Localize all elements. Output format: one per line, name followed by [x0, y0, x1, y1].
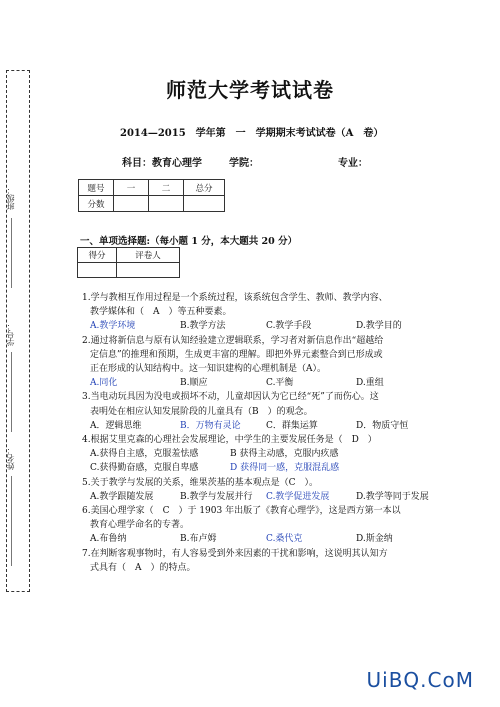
grader-header-cell: 评卷人	[117, 248, 180, 263]
option-row	[82, 447, 442, 461]
exam-title: 师范大学考试试卷	[166, 78, 334, 102]
answer-option: D 获得同一感，克服混乱感	[230, 463, 340, 474]
answer-option: A.获得自主感，克服羞怯感	[90, 449, 199, 460]
score-header-cell: 一	[114, 180, 149, 196]
answer-option: C.教学促进发展	[266, 491, 330, 502]
answer-option: C.平衡	[266, 378, 294, 389]
question-text-line: 6.美国心理学家（ C ）于 1903 年出版了《教育心理学》，这是西方第一本以	[82, 506, 401, 517]
question-text-line: 教育心理学命名的专著。	[90, 520, 190, 531]
answer-option: A.教学跟随发展	[90, 491, 154, 502]
major-label: 专业：	[337, 158, 368, 169]
answer-option: D.斯金纳	[356, 534, 393, 545]
answer-option: D.重组	[356, 378, 384, 389]
score-table-score-row	[79, 196, 225, 212]
question-text-line: 正在形成的认知结构中。这一知识建构的心理机制是（A）。	[90, 364, 327, 375]
strip-class-label: 班级：	[6, 186, 15, 210]
question-item	[82, 390, 442, 433]
answer-option: B 获得主动感，克服内疚感	[230, 449, 339, 460]
grader-header-row	[78, 248, 180, 263]
grader-name-cell[interactable]	[117, 263, 180, 278]
option-row	[82, 532, 442, 546]
answer-option: A.布鲁纳	[90, 534, 127, 545]
score-header-cell: 题号	[79, 180, 114, 196]
answer-option: C.教学手段	[266, 321, 312, 332]
score-cell[interactable]	[114, 196, 149, 212]
question-text-line: 教学媒体和（ A ）等五种要素。	[90, 307, 232, 318]
score-table-header-row	[79, 180, 225, 196]
question-text-line: 式具有（ A ）的特点。	[90, 562, 196, 573]
answer-option: C.桑代克	[266, 534, 303, 545]
grader-table	[77, 247, 180, 278]
score-table	[78, 179, 225, 212]
score-cell[interactable]	[149, 196, 184, 212]
exam-subtitle: 2014—2015 学年第 一 学期期末考试试卷（A 卷）	[120, 128, 384, 139]
answer-option: A.同化	[90, 378, 118, 389]
strip-name-label: 姓名：	[6, 446, 15, 470]
score-cell[interactable]	[184, 196, 225, 212]
question-list	[82, 291, 442, 575]
question-text-line: 定信息”的推理和预期，生成更丰富的理解。即把外界元素整合到已形成或	[90, 349, 383, 360]
option-row	[82, 419, 442, 433]
answer-option: B.教学方法	[180, 321, 226, 332]
answer-option: D.教学目的	[356, 321, 402, 332]
option-row	[82, 490, 442, 504]
option-row	[82, 376, 442, 390]
answer-option: C.获得勤奋感，克服自卑感	[90, 463, 199, 474]
option-row	[82, 461, 442, 475]
question-text-line: 3.当电动玩具因为没电或损坏不动，儿童却因认为它已经“死”了而伤心。这	[82, 392, 379, 403]
question-item	[82, 433, 442, 476]
answer-option: B．万物有灵论	[180, 420, 241, 431]
answer-option: B.顺应	[180, 378, 208, 389]
question-item	[82, 547, 442, 575]
grader-entry-row	[78, 263, 180, 278]
question-text-line: 1.学与教相互作用过程是一个系统过程，该系统包含学生、教师、教学内容、	[82, 293, 388, 303]
strip-name-line	[11, 476, 13, 566]
question-text-line: 7.在判断客观事物时，有人容易受到外来因素的干扰和影响，这说明其认知方	[82, 548, 388, 559]
subject-label: 科目：教育心理学	[122, 158, 202, 169]
question-item	[82, 504, 442, 547]
watermark-logo: UiBQ.CoM	[366, 668, 474, 692]
answer-option: B.教学与发展并行	[180, 491, 253, 502]
question-item	[82, 334, 442, 391]
answer-option: A.教学环境	[90, 321, 136, 332]
question-text-line: 表明处在相应认知发展阶段的儿童具有（B ）的观念。	[90, 406, 313, 417]
answer-option: D.教学等同于发展	[356, 491, 429, 502]
college-label: 学院：	[228, 158, 259, 169]
score-header-cell: 总分	[184, 180, 225, 196]
score-header-cell: 二	[149, 180, 184, 196]
strip-id-line	[11, 352, 13, 432]
answer-option: D．物质守恒	[356, 420, 409, 431]
question-text-line: 2.通过将新信息与原有认知经验建立逻辑联系，学习者对新信息作出“超越给	[82, 335, 384, 346]
answer-option: A．逻辑思维	[90, 420, 142, 431]
question-item	[82, 476, 442, 504]
question-item	[82, 291, 442, 334]
strip-id-label: 学号：	[6, 322, 15, 346]
strip-class-line	[11, 218, 13, 288]
score-row-label: 分数	[79, 196, 114, 212]
grader-score-cell[interactable]	[78, 263, 117, 278]
question-text-line: 4.根据艾里克森的心理社会发展理论，中学生的主要发展任务是（ D ）	[82, 435, 377, 446]
option-row	[82, 319, 442, 333]
question-text-line: 5.关于教学与发展的关系，维果茨基的基本观点是（C ）。	[82, 477, 318, 488]
subject-line	[122, 154, 368, 169]
answer-option: C．群集运算	[266, 420, 318, 431]
grader-header-cell: 得分	[78, 248, 117, 263]
section-heading: 一、单项选择题:（每小题 1 分，本大题共 20 分）	[80, 236, 298, 247]
answer-option: B.布卢姆	[180, 534, 217, 545]
